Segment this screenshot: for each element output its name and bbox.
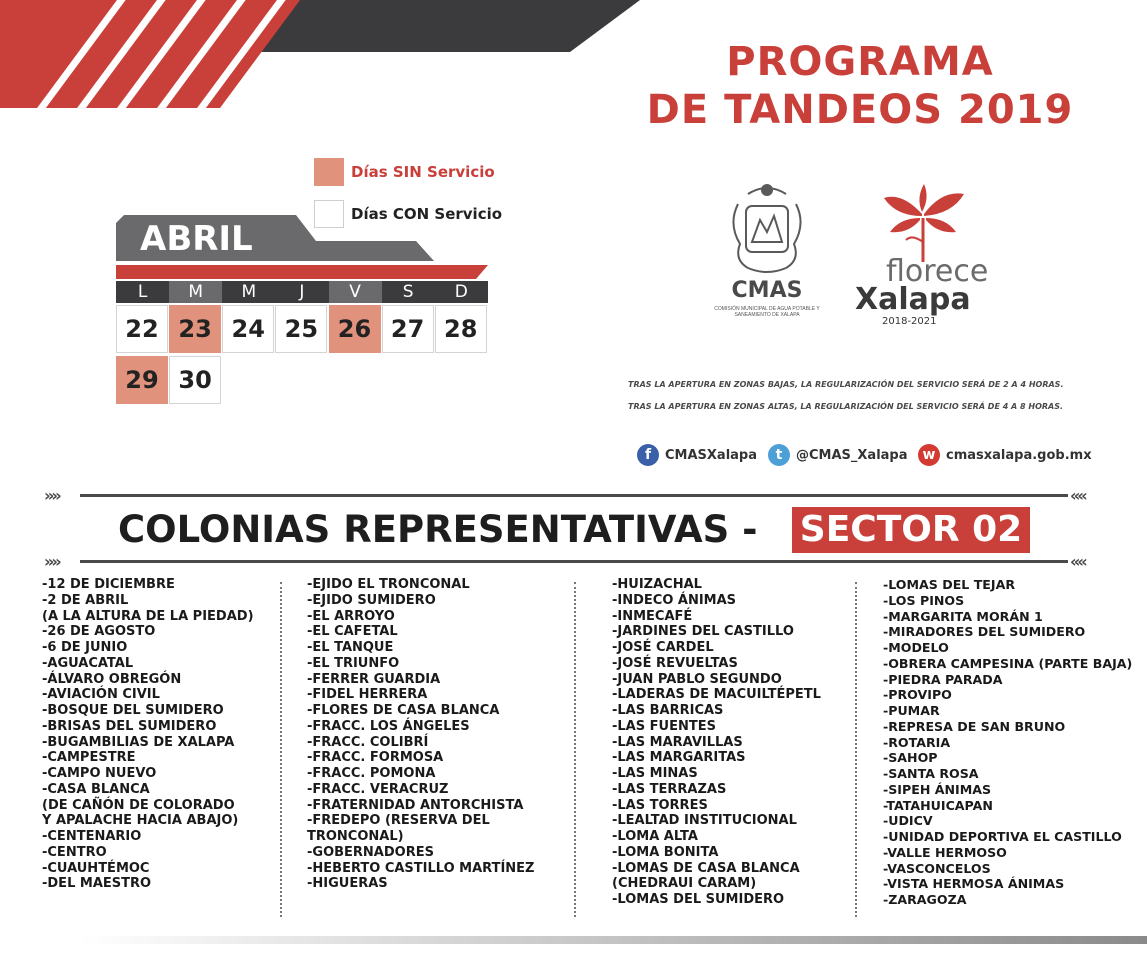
colonia-item: -PUMAR xyxy=(883,703,940,718)
colonia-item: -CAMPESTRE xyxy=(42,750,136,766)
colonia-item: -LADERAS DE MACUILTÉPETL xyxy=(612,687,821,703)
calendar-month: ABRIL xyxy=(140,219,253,259)
xalapa-word: Xalapa xyxy=(855,282,971,317)
colonia-item: -6 DE JUNIO xyxy=(42,640,128,655)
colonia-item: -BUGAMBILIAS DE XALAPA xyxy=(42,734,235,750)
colonia-item: -FRACC. POMONA xyxy=(307,766,436,781)
colonia-item: -EL CAFETAL xyxy=(307,624,398,640)
calendar-day: 22 xyxy=(116,305,168,353)
colonia-item: -LAS MINAS xyxy=(612,766,698,781)
colonia-item: -PROVIPO xyxy=(883,687,952,703)
colonias-column-3 xyxy=(612,577,852,908)
colonia-item: -FRACC. VERACRUZ xyxy=(307,781,449,797)
column-separator xyxy=(574,582,576,917)
section-title: COLONIAS REPRESENTATIVAS - xyxy=(118,508,758,551)
legend-no-service xyxy=(314,158,534,186)
colonia-item: -UDICV xyxy=(883,813,933,829)
calendar-day: 27 xyxy=(382,305,434,353)
colonia-item: -CENTRO xyxy=(42,844,107,860)
colonia-item: -LEALTAD INSTITUCIONAL xyxy=(612,813,797,829)
colonia-item: -MIRADORES DEL SUMIDERO xyxy=(883,624,1086,640)
calendar-day: 30 xyxy=(169,356,221,404)
colonia-item: TRONCONAL) xyxy=(307,829,404,844)
colonia-item: -EJIDO SUMIDERO xyxy=(307,592,436,608)
facebook-link[interactable] xyxy=(637,443,757,467)
colonia-item: -HIGUERAS xyxy=(307,876,388,892)
title-line-2: DE TANDEOS 2019 xyxy=(646,87,1074,133)
sector-badge: SECTOR 02 xyxy=(792,507,1030,553)
colonia-item: -JOSÉ CARDEL xyxy=(612,640,714,655)
colonia-item: -UNIDAD DEPORTIVA EL CASTILLO xyxy=(883,829,1122,844)
colonia-item: -BRISAS DEL SUMIDERO xyxy=(42,718,217,734)
column-separator xyxy=(280,582,282,917)
weekday-sun: D xyxy=(454,282,468,302)
colonia-item: -12 DE DICIEMBRE xyxy=(42,577,175,592)
weekday-wed: M xyxy=(241,282,257,302)
top-stripes-decoration xyxy=(0,0,640,110)
website-link[interactable] xyxy=(918,443,1092,467)
colonia-item: -LOMAS DE CASA BLANCA xyxy=(612,860,800,876)
colonias-column-1 xyxy=(42,577,278,892)
twitter-handle: @CMAS_Xalapa xyxy=(796,447,908,463)
cmas-name: CMAS xyxy=(731,278,803,303)
colonia-item: -INMECAFÉ xyxy=(612,608,693,624)
colonia-item: -AGUACATAL xyxy=(42,655,134,671)
legend-no-service-swatch xyxy=(314,158,344,186)
colonia-item: -JARDINES DEL CASTILLO xyxy=(612,624,794,640)
colonia-item: (A LA ALTURA DE LA PIEDAD) xyxy=(42,608,254,624)
calendar-day: 24 xyxy=(222,305,274,353)
weekday-sat: S xyxy=(402,282,414,302)
chevron-right-icon: »» xyxy=(44,552,59,571)
section-divider-top xyxy=(80,494,1068,497)
colonia-item: -CASA BLANCA xyxy=(42,781,150,797)
weekday-thu: J xyxy=(299,282,305,302)
cmas-subtitle: COMISIÓN MUNICIPAL DE AGUA POTABLE Y SANEAMIENTO DE XALAPA xyxy=(714,306,820,318)
colonia-item: -LAS MARGARITAS xyxy=(612,750,746,766)
calendar-day: 26 xyxy=(329,305,381,353)
legend-with-service-label: Días CON Servicio xyxy=(351,205,503,223)
florece-xalapa-logo xyxy=(852,178,1022,328)
weekday-fri: V xyxy=(329,281,382,303)
colonia-item: -OBRERA CAMPESINA (PARTE BAJA) xyxy=(883,655,1133,671)
service-note-high-zones: TRAS LA APERTURA EN ZONAS ALTAS, LA REGULARIZACIÓN DEL SERVICIO SERÁ DE 4 A 8 HORAS. xyxy=(628,402,1064,411)
colonia-item: -FIDEL HERRERA xyxy=(307,687,428,703)
chevron-left-icon: «« xyxy=(1070,552,1085,571)
colonia-item: -FRATERNIDAD ANTORCHISTA xyxy=(307,797,524,813)
colonia-item: -LOMAS DEL SUMIDERO xyxy=(612,892,785,907)
colonia-item: -26 DE AGOSTO xyxy=(42,624,156,640)
colonia-item: -MODELO xyxy=(883,640,949,655)
colonia-item: -EJIDO EL TRONCONAL xyxy=(307,577,470,592)
colonia-item: -MARGARITA MORÁN 1 xyxy=(883,608,1043,624)
colonia-item: -GOBERNADORES xyxy=(307,844,434,860)
colonia-item: -JUAN PABLO SEGUNDO xyxy=(612,671,782,687)
colonia-item: -FRACC. FORMOSA xyxy=(307,750,444,766)
colonias-column-4 xyxy=(883,577,1145,908)
colonia-item: -DEL MAESTRO xyxy=(42,876,152,892)
colonia-item: -EL TRIUNFO xyxy=(307,655,400,671)
colonia-item: -PIEDRA PARADA xyxy=(883,671,1003,687)
colonia-item: -LAS FUENTES xyxy=(612,718,716,734)
facebook-handle: CMASXalapa xyxy=(665,447,758,463)
calendar-day: 25 xyxy=(275,305,327,353)
calendar-week xyxy=(116,356,488,404)
column-separator xyxy=(855,582,857,917)
colonia-item: -SANTA ROSA xyxy=(883,766,979,781)
website-url: cmasxalapa.gob.mx xyxy=(946,447,1092,463)
colonia-item: -REPRESA DE SAN BRUNO xyxy=(883,718,1066,734)
colonias-column-2 xyxy=(307,577,567,892)
colonia-item: -ÁLVARO OBREGÓN xyxy=(42,671,182,687)
calendar-day: 29 xyxy=(116,356,168,404)
section-divider-bottom xyxy=(80,560,1068,563)
coat-of-arms-icon xyxy=(708,180,826,276)
colonia-item: -FRACC. COLIBRÍ xyxy=(307,734,429,750)
calendar-week xyxy=(116,305,488,353)
colonia-item: -AVIACIÓN CIVIL xyxy=(42,687,160,703)
colonia-item: -LOMA BONITA xyxy=(612,844,719,860)
colonia-item: -HEBERTO CASTILLO MARTÍNEZ xyxy=(307,860,535,876)
calendar-day: 28 xyxy=(435,305,487,353)
colonia-item: -2 DE ABRIL xyxy=(42,592,129,608)
florece-years: 2018-2021 xyxy=(882,316,937,327)
colonia-item: -JOSÉ REVUELTAS xyxy=(612,655,738,671)
colonia-item: -LOMAS DEL TEJAR xyxy=(883,577,1016,592)
colonia-item: -FERRER GUARDIA xyxy=(307,671,441,687)
colonia-item: -LAS TORRES xyxy=(612,797,708,813)
chevron-left-icon: «« xyxy=(1070,486,1085,505)
colonia-item: -CUAUHTÉMOC xyxy=(42,860,150,876)
chevron-right-icon: »» xyxy=(44,486,59,505)
colonia-item: -FLORES DE CASA BLANCA xyxy=(307,703,500,718)
colonia-item: -VALLE HERMOSO xyxy=(883,844,1007,860)
footer-gradient-bar xyxy=(80,936,1147,944)
colonia-item: -LOS PINOS xyxy=(883,592,965,608)
page-title xyxy=(620,38,1100,134)
colonia-item: -FRACC. LOS ÁNGELES xyxy=(307,718,470,734)
colonia-item: -LAS TERRAZAS xyxy=(612,781,727,797)
colonia-item: -LAS MARAVILLAS xyxy=(612,734,743,750)
calendar-weekday-header xyxy=(116,281,488,303)
colonia-item: -ROTARIA xyxy=(883,734,951,750)
website-icon: w xyxy=(918,444,940,466)
title-line-1: PROGRAMA xyxy=(726,39,994,85)
florece-word: florece xyxy=(886,254,989,289)
colonia-item: -INDECO ÁNIMAS xyxy=(612,592,737,608)
colonia-item: -HUIZACHAL xyxy=(612,577,702,592)
colonia-item: -LAS BARRICAS xyxy=(612,703,724,718)
facebook-icon: f xyxy=(637,444,659,466)
colonia-item: -SAHOP xyxy=(883,750,938,766)
twitter-icon: t xyxy=(768,444,790,466)
weekday-mon: L xyxy=(137,282,148,302)
colonia-item: -EL TANQUE xyxy=(307,640,394,655)
calendar-day: 23 xyxy=(169,305,221,353)
colonia-item: -CAMPO NUEVO xyxy=(42,766,157,781)
cmas-logo xyxy=(708,180,826,330)
twitter-link[interactable] xyxy=(768,443,908,467)
colonia-item: (DE CAÑÓN DE COLORADO xyxy=(42,797,235,813)
colonia-item: -VASCONCELOS xyxy=(883,860,991,876)
colonia-item: -EL ARROYO xyxy=(307,608,395,624)
colonia-item: (CHEDRAUI CARAM) xyxy=(612,876,757,892)
colonia-item: -TATAHUICAPAN xyxy=(883,797,993,813)
colonia-item: -CENTENARIO xyxy=(42,829,142,844)
flower-icon xyxy=(872,178,972,264)
legend-no-service-label: Días SIN Servicio xyxy=(351,163,495,181)
colonia-item: -ZARAGOZA xyxy=(883,892,967,907)
colonia-item: -LOMA ALTA xyxy=(612,829,698,844)
calendar-grid xyxy=(116,305,488,407)
service-note-low-zones: TRAS LA APERTURA EN ZONAS BAJAS, LA REGULARIZACIÓN DEL SERVICIO SERÁ DE 2 A 4 HORAS. xyxy=(628,380,1064,389)
colonia-item: -FREDEPO (RESERVA DEL xyxy=(307,813,490,829)
colonia-item: Y APALACHE HACIA ABAJO) xyxy=(42,813,239,829)
colonia-item: -VISTA HERMOSA ÁNIMAS xyxy=(883,876,1065,892)
weekday-tue: M xyxy=(169,281,222,303)
colonia-item: -SIPEH ÁNIMAS xyxy=(883,781,992,797)
colonia-item: -BOSQUE DEL SUMIDERO xyxy=(42,703,224,718)
